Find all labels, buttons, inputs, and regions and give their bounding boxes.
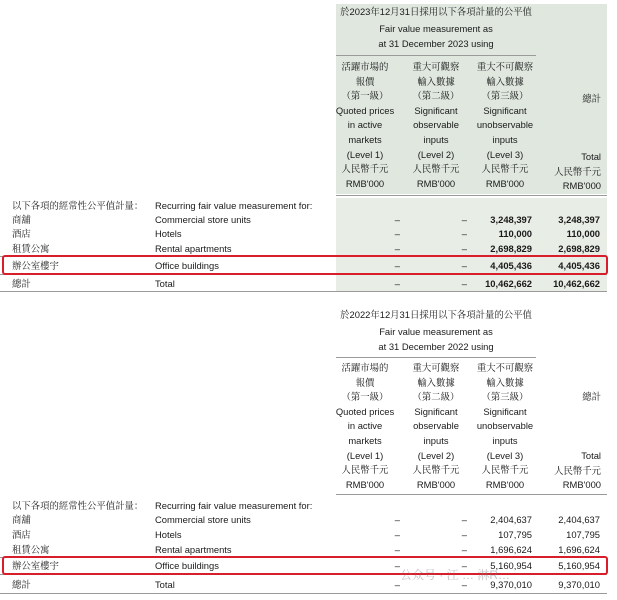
cell-level3: 4,405,436 (490, 260, 532, 271)
table-title-en: at 31 December 2023 using (378, 38, 494, 49)
cell-total: 110,000 (566, 228, 600, 239)
cell-level1: – (394, 579, 400, 590)
table-title-en: at 31 December 2022 using (378, 341, 494, 352)
watermark: 公众号 · 江 … 淋R… (400, 568, 510, 582)
cell-total: 10,462,662 (553, 278, 600, 289)
cell-level2: – (461, 228, 467, 239)
office-buildings-highlight (2, 556, 608, 575)
cell-level2: – (461, 544, 467, 555)
header-divider (336, 494, 607, 495)
cell-level3: 2,698,829 (490, 243, 532, 254)
cell-total: 2,404,637 (558, 514, 600, 525)
cell-level1: – (394, 529, 400, 540)
cell-level3: 110,000 (498, 228, 532, 239)
cell-level2: – (461, 529, 467, 540)
row-label-en: Recurring fair value measurement for: (155, 200, 313, 211)
column-header-total: 總計 (582, 93, 601, 104)
column-header-total: Total 人民幣千元 RMB'000 (554, 151, 601, 192)
cell-level3: 1,696,624 (490, 544, 532, 555)
row-label-en: Office buildings (155, 260, 219, 271)
row-label-zh: 酒店 (12, 228, 31, 239)
office-buildings-highlight (2, 255, 608, 275)
row-label-en: Recurring fair value measurement for: (155, 500, 313, 511)
row-label-en: Commercial store units (155, 214, 251, 225)
column-header-level1: 活躍市場的 報價 （第一級） Quoted prices in active markets (Level 1) 人民幣千元 RMB'000 (335, 61, 395, 189)
row-label-zh: 商舖 (12, 214, 31, 225)
cell-level1: – (394, 514, 400, 525)
row-label-zh: 總計 (12, 278, 31, 289)
row-label-en: Total (155, 579, 175, 590)
cell-level1: – (394, 214, 400, 225)
cell-total: 9,370,010 (558, 579, 600, 590)
row-label-en: Hotels (155, 228, 182, 239)
row-label-zh: 以下各項的經常性公平值計量： (12, 200, 144, 211)
cell-level2: – (461, 278, 467, 289)
column-header-level1: 活躍市場的 報價 （第一級） Quoted prices in active markets (Level 1) 人民幣千元 RMB'000 (335, 362, 395, 490)
fair-value-table-2023 (0, 0, 617, 295)
cell-level2: – (461, 514, 467, 525)
column-header-level2: 重大可觀察 輸入數據 （第二級） Significant observable inputs (Level 2) 人民幣千元 RMB'000 (412, 362, 460, 490)
cell-level2: – (461, 214, 467, 225)
row-label-en: Total (155, 278, 175, 289)
cell-level1: – (394, 228, 400, 239)
cell-total: 3,248,397 (558, 214, 600, 225)
cell-total: 4,405,436 (558, 260, 600, 271)
row-divider (0, 593, 607, 594)
cell-level3: 10,462,662 (485, 278, 532, 289)
cell-level2: – (461, 260, 467, 271)
row-label-zh: 辦公室樓宇 (12, 560, 59, 571)
cell-level2: – (461, 579, 467, 590)
row-label-zh: 租賃公寓 (12, 544, 50, 555)
row-label-zh: 酒店 (12, 529, 31, 540)
cell-level2: – (461, 243, 467, 254)
column-header-level2: 重大可觀察 輸入數據 （第二級） Significant observable inputs (Level 2) 人民幣千元 RMB'000 (412, 61, 460, 189)
column-header-total: Total 人民幣千元 RMB'000 (554, 450, 601, 491)
row-label-en: Rental apartments (155, 243, 232, 254)
cell-total: 107,795 (566, 529, 600, 540)
row-label-zh: 辦公室樓宇 (12, 260, 59, 271)
table-title-zh: 於2022年12月31日採用以下各項計量的公平值 (340, 309, 532, 320)
table-title-zh: 於2023年12月31日採用以下各項計量的公平值 (340, 6, 532, 17)
cell-level2: – (461, 560, 467, 571)
row-label-en: Commercial store units (155, 514, 251, 525)
column-header-level3: 重大不可觀察 輸入數據 （第三級） Significant unobservable inputs (Level 3) 人民幣千元 RMB'000 (476, 362, 534, 490)
column-header-level3: 重大不可觀察 輸入數據 （第三級） Significant unobservable inputs (Level 3) 人民幣千元 RMB'000 (476, 61, 534, 189)
cell-level1: – (394, 260, 400, 271)
cell-level1: – (394, 544, 400, 555)
cell-level1: – (394, 278, 400, 289)
row-label-en: Rental apartments (155, 544, 232, 555)
header-divider (336, 195, 607, 196)
column-header-total: 總計 (582, 391, 601, 402)
cell-total: 2,698,829 (558, 243, 600, 254)
cell-level3: 2,404,637 (490, 514, 532, 525)
cell-level1: – (394, 560, 400, 571)
cell-level3: 107,795 (498, 529, 532, 540)
row-label-zh: 總計 (12, 579, 31, 590)
cell-level1: – (394, 243, 400, 254)
row-label-en: Hotels (155, 529, 182, 540)
row-label-en: Office buildings (155, 560, 219, 571)
table-title-en: Fair value measurement as (379, 23, 493, 34)
table-title-en: Fair value measurement as (379, 326, 493, 337)
cell-level3: 3,248,397 (490, 214, 532, 225)
fair-value-table-2022 (0, 305, 617, 600)
cell-total: 1,696,624 (558, 544, 600, 555)
row-label-zh: 租賃公寓 (12, 243, 50, 254)
title-divider (336, 357, 536, 358)
row-label-zh: 以下各項的經常性公平值計量： (12, 500, 144, 511)
cell-level3: 9,370,010 (490, 579, 532, 590)
cell-level3: 5,160,954 (490, 560, 532, 571)
row-label-zh: 商舖 (12, 514, 31, 525)
cell-total: 5,160,954 (558, 560, 600, 571)
row-divider (0, 291, 607, 292)
title-divider (336, 55, 536, 56)
